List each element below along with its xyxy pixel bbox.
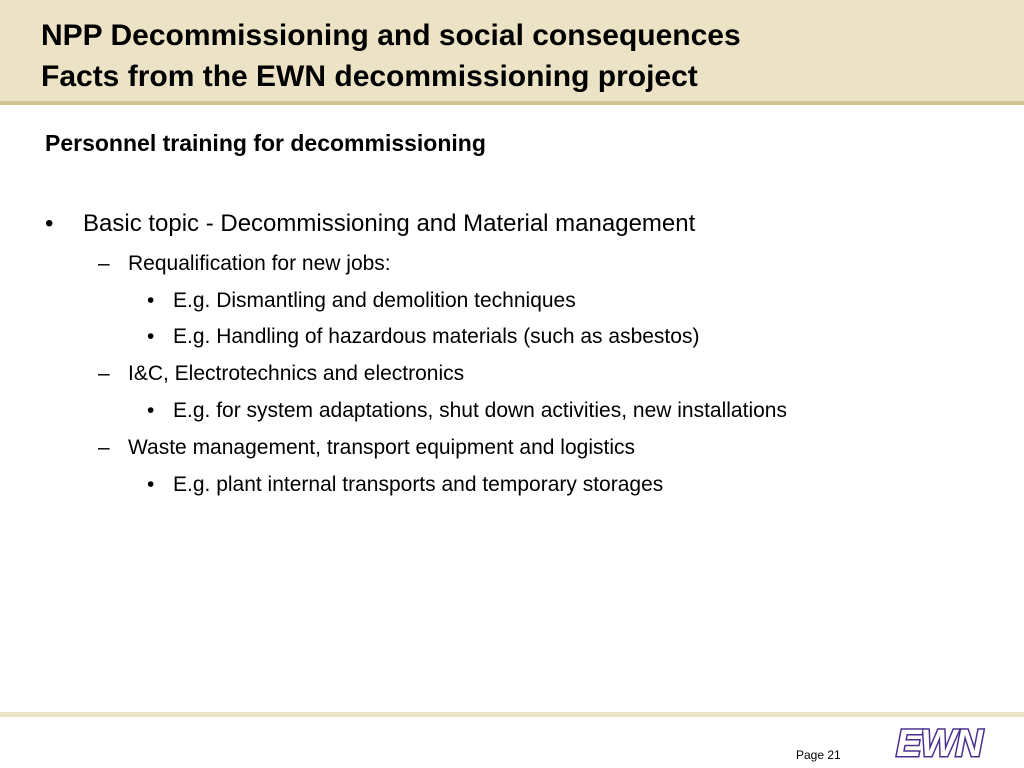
bullet-text: Basic topic - Decommissioning and Material management [83, 210, 696, 237]
bullet-marker: • [147, 325, 155, 348]
sub-bullet-text: I&C, Electrotechnics and electronics [128, 362, 465, 385]
ewn-logo [886, 722, 992, 762]
dash-marker: – [98, 252, 110, 275]
sub-sub-bullet-text: E.g. for system adaptations, shut down activities, new installations [173, 399, 787, 422]
title-bar-stripe [0, 101, 1024, 105]
bullet-marker: • [45, 210, 54, 237]
bullet-marker: • [147, 473, 155, 496]
bullet-marker: • [147, 399, 155, 422]
page-number: Page 21 [796, 748, 841, 762]
slide-title-line-2: Facts from the EWN decommissioning project [41, 60, 698, 93]
sub-sub-bullet-text: E.g. Dismantling and demolition techniques [173, 289, 576, 312]
section-heading: Personnel training for decommissioning [45, 130, 486, 156]
bullet-marker: • [147, 289, 155, 312]
footer-divider [0, 712, 1024, 717]
dash-marker: – [98, 436, 110, 459]
slide-title-line-1: NPP Decommissioning and social consequences [41, 19, 741, 52]
sub-sub-bullet-text: E.g. plant internal transports and temporary storages [173, 473, 664, 496]
dash-marker: – [98, 362, 110, 385]
ewn-logo-text: EWN [896, 723, 982, 762]
sub-bullet-text: Waste management, transport equipment and logistics [128, 436, 635, 459]
sub-sub-bullet-text: E.g. Handling of hazardous materials (such as asbestos) [173, 325, 700, 348]
sub-bullet-text: Requalification for new jobs: [128, 252, 391, 275]
